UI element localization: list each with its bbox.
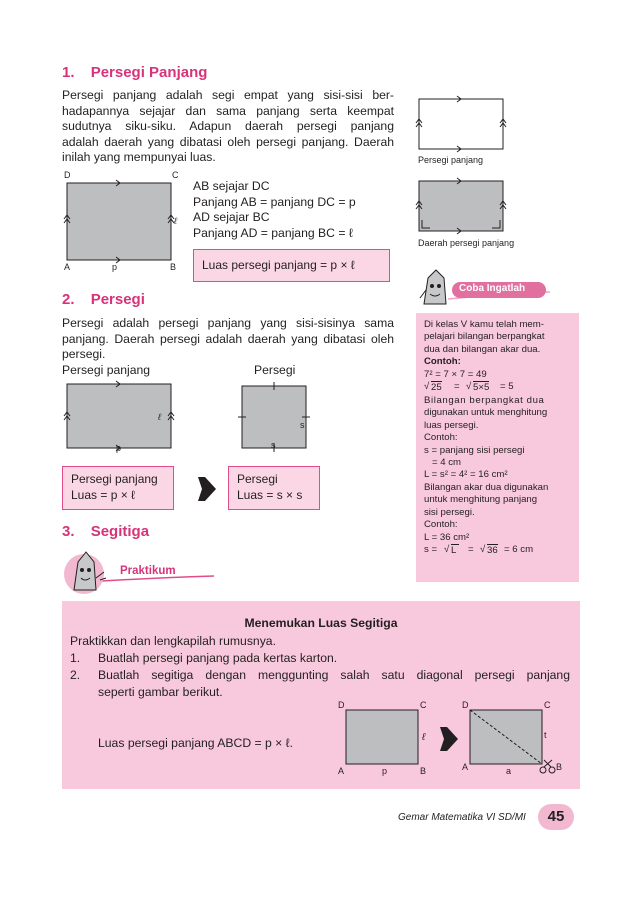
fact-line: AB sejajar DC [193, 179, 270, 193]
side-l-label: ℓ [422, 732, 426, 743]
step-2-text: Buatlah segitiga dengan menggunting salah satu diagonal persegi panjang [98, 668, 570, 682]
intro-line: hadapannya sejajar dan sama panjang serta keempat [62, 103, 394, 118]
vertex-a-label: A [338, 766, 345, 776]
rectangle-figure-label: Persegi panjang [62, 363, 151, 377]
side-l-label: ℓ [158, 412, 161, 422]
vertex-c-label: C [172, 170, 179, 180]
outline-rectangle-caption: Persegi panjang [418, 155, 484, 165]
side-p-label: p [116, 443, 122, 453]
step-1-text: Buatlah persegi panjang pada kertas karton. [98, 651, 338, 665]
square-figure-label: Persegi [254, 363, 296, 377]
side-p-label: p [382, 766, 388, 776]
coba-ingatlah-title: Coba Ingatlah [459, 283, 526, 294]
page-number: 45 [538, 804, 574, 830]
praktikum-activity-title: Menemukan Luas Segitiga [244, 616, 398, 630]
rectangle-region-figure [414, 176, 514, 236]
vertex-b-label: B [420, 766, 427, 776]
side-t-label: t [544, 730, 547, 740]
square-diagram [236, 380, 320, 460]
square-figure [236, 380, 320, 460]
side-l-label: ℓ [174, 216, 177, 226]
side-p-label: p [112, 262, 118, 272]
step-number: 2. [70, 668, 81, 682]
rectangle-figure-2 [62, 380, 186, 460]
sqrt-example-2: s = √ L = √ 36 = 6 cm [424, 543, 534, 556]
rectangle-area-formula-box [193, 249, 390, 282]
vertex-a-label: A [64, 262, 71, 272]
praktikum-cut-diagram [460, 700, 570, 778]
side-a-label: a [506, 766, 512, 776]
praktikum-title: Praktikum [120, 565, 176, 577]
vertex-a-label: A [462, 762, 469, 772]
section-3-heading: 3. Segitiga [62, 523, 150, 540]
intro-line: sudutnya siku-siku. Adapun daerah persegi panjang [62, 119, 394, 134]
section-1-heading: 1. Persegi Panjang [62, 64, 208, 81]
square-formula: Luas = s × s [237, 488, 303, 502]
persegi-paragraph [62, 316, 394, 363]
section-2-heading: 2. Persegi [62, 291, 145, 308]
intro-line: adalah daerah yang dibatasi oleh persegi panjang. Daerah [62, 134, 394, 149]
fact-line: Panjang AB = panjang DC = p [193, 194, 356, 209]
vertex-c-label: C [420, 700, 427, 710]
praktikum-header [62, 548, 222, 596]
vertex-b-label: B [170, 262, 177, 272]
persegi-line: Persegi adalah persegi panjang yang sisi-sisinya sama [62, 316, 394, 330]
side-s-label: s [300, 420, 305, 430]
vertex-d-label: D [338, 700, 345, 710]
praktikum-cut-figure [460, 700, 570, 778]
footer-book-title: Gemar Matematika VI SD/MI [398, 812, 526, 823]
rectangle-abcd-figure [62, 170, 186, 274]
rectangle-formula-box [62, 466, 174, 510]
rectangle-formula: Luas = p × ℓ [71, 488, 135, 502]
vertex-c-label: C [544, 700, 551, 710]
right-arrow-icon [196, 474, 218, 504]
vertex-d-label: D [64, 170, 71, 180]
coba-ingatlah-header [418, 268, 558, 312]
intro-line: inilah yang mempunyai luas. [62, 150, 216, 165]
praktikum-rectangle-figure [336, 700, 432, 778]
intro-line: Persegi panjang adalah segi empat yang sisi-sisi ber- [62, 88, 394, 102]
rectangle-region-diagram [414, 176, 514, 236]
square-formula-title: Persegi [237, 472, 278, 486]
praktikum-intro: Praktikkan dan lengkapilah rumusnya. [70, 634, 276, 648]
side-s-label: s [271, 440, 276, 450]
rectangle-facts [193, 179, 356, 241]
outline-rectangle-figure [414, 94, 514, 154]
praktikum-formula: Luas persegi panjang ABCD = p × ℓ. [98, 736, 294, 750]
intro-paragraph [62, 88, 394, 166]
vertex-b-label: B [556, 762, 563, 772]
persegi-line: panjang. Daerah persegi adalah daerah yang dibatasi oleh [62, 331, 394, 346]
sqrt-example-1: √ 25 = √ 5×5 = 5 [424, 381, 514, 394]
rectangle-area-formula: Luas persegi panjang = p × ℓ [202, 258, 355, 272]
outline-rectangle-diagram [414, 94, 514, 154]
fact-line: Panjang AD = panjang BC = ℓ [193, 225, 353, 240]
square-formula-box [228, 466, 320, 510]
vertex-d-label: D [462, 700, 469, 710]
fact-line: AD sejajar BC [193, 210, 270, 224]
rectangle-region-caption: Daerah persegi panjang [418, 238, 515, 248]
step-number: 1. [70, 651, 81, 665]
right-arrow-icon [438, 724, 460, 754]
coba-ingatlah-content: Di kelas V kamu telah mem- pelajari bilangan berpangkat dua dan bilangan akar dua. Contoh: 7² = 7 × 7 = 49 √ 25 = √ 5×5 = 5 Bilangan berpangkat dua digunakan untuk menghitung luas persegi. Contoh: s = panjang sisi persegi = 4 cm L = s² = 4² = 16 cm² Bilangan akar dua digunakan untuk menghitung panjang sisi persegi. Contoh: L = 36 cm² s = √ L = √ 36 = 6 cm [424, 319, 574, 558]
rectangle-formula-title: Persegi panjang [71, 472, 158, 486]
rectangle-diagram-2 [62, 380, 186, 460]
rectangle-abcd-diagram [62, 170, 186, 274]
persegi-line: persegi. [62, 347, 106, 362]
step-2-text-cont: seperti gambar berikut. [98, 685, 223, 699]
